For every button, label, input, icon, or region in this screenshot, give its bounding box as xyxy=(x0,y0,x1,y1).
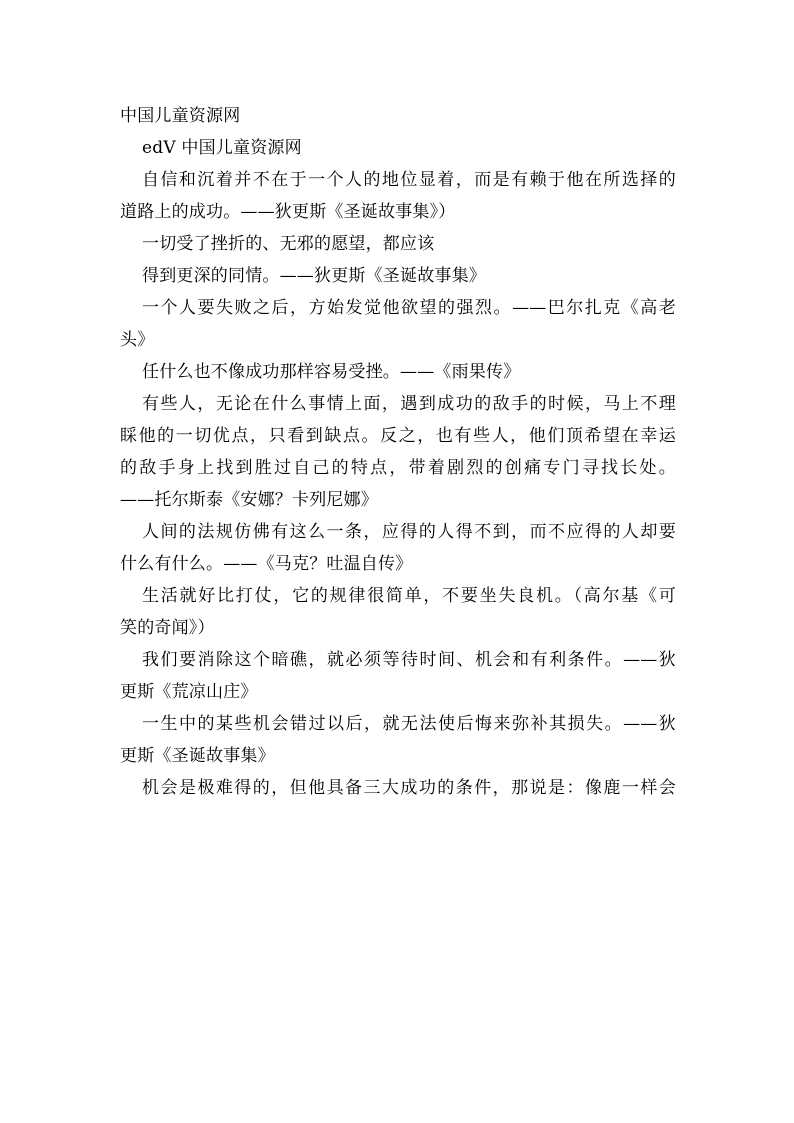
header-line: 中国儿童资源网 xyxy=(120,106,241,126)
text-line: 的敌手身上找到胜过自己的特点，带着剧烈的创痛专门寻找长处。 xyxy=(120,458,676,478)
text-line: 什么有什么。——《马克？吐温自传》 xyxy=(120,554,413,574)
text-line: 自信和沉着并不在于一个人的地位显着，而是有赖于他在所选择的 xyxy=(142,170,676,190)
text-line: 得到更深的同情。——狄更斯《圣诞故事集》 xyxy=(142,266,486,286)
text-line: 一切受了挫折的、无邪的愿望，都应该 xyxy=(142,234,435,254)
text-line: 道路上的成功。——狄更斯《圣诞故事集》） xyxy=(120,202,456,222)
text-line: 一生中的某些机会错过以后，就无法使后悔来弥补其损失。——狄 xyxy=(142,714,676,734)
text-line: 有些人，无论在什么事情上面，遇到成功的敌手的时候，马上不理 xyxy=(142,394,676,414)
text-line: 笑的奇闻》） xyxy=(120,618,215,638)
text-line: ——托尔斯泰《安娜？卡列尼娜》 xyxy=(120,490,378,510)
text-line: 一个人要失败之后，方始发觉他欲望的强烈。——巴尔扎克《高老 xyxy=(142,298,676,318)
text-line: 任什么也不像成功那样容易受挫。——《雨果传》 xyxy=(142,362,521,382)
text-line: 更斯《荒凉山庄》 xyxy=(120,682,258,702)
text-line: 睬他的一切优点，只看到缺点。反之，也有些人，他们顶希望在幸运 xyxy=(120,426,676,446)
text-line: 更斯《圣诞故事集》 xyxy=(120,746,275,766)
document-body xyxy=(120,100,676,804)
text-line: 人间的法规仿佛有这么一条，应得的人得不到，而不应得的人却要 xyxy=(142,522,676,542)
subheader-line: edV 中国儿童资源网 xyxy=(142,138,302,158)
text-line: 我们要消除这个暗礁，就必须等待时间、机会和有利条件。——狄 xyxy=(142,650,676,670)
text-line: 生活就好比打仗，它的规律很简单，不要坐失良机。（高尔基《可 xyxy=(142,586,676,606)
text-line: 机会是极难得的，但他具备三大成功的条件，那说是：像鹿一样会 xyxy=(142,778,676,798)
text-line: 头》 xyxy=(120,330,155,350)
